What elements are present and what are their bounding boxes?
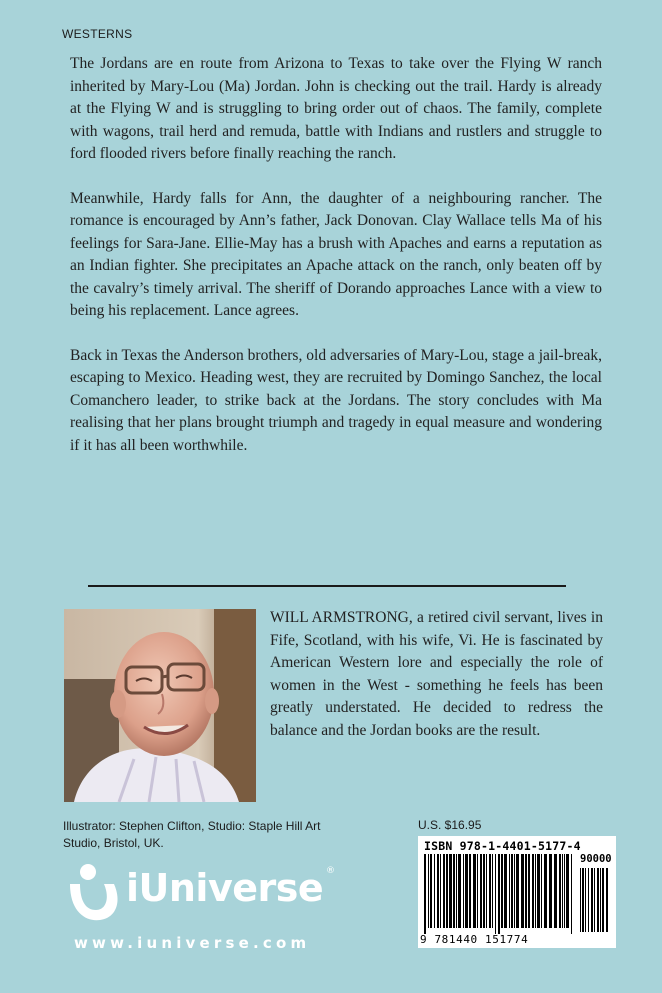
barcode-bar <box>514 854 515 928</box>
divider <box>88 585 566 587</box>
addon-bar <box>591 868 593 932</box>
barcode-bar <box>566 854 569 928</box>
barcode-bar <box>483 854 485 928</box>
blurb-paragraph-1: The Jordans are en route from Arizona to Texas to take over the Flying W ranch inherited by Mary-Lou (Ma) Jordan. John is checking out the trail. Hardy is already at the Flying W and is struggling to bring order out of chaos. The family, complete with wagons, trail herd and remuda, battle with Indians and rustlers and struggle to ford flooded rivers before finally reaching the ranch. <box>70 55 602 162</box>
addon-bar <box>594 868 595 932</box>
barcode-bar <box>535 854 536 928</box>
addon-bar <box>588 868 589 932</box>
barcode-bar <box>453 854 455 928</box>
barcode-bar <box>469 854 471 928</box>
barcode-bar <box>428 854 429 928</box>
barcode-bar <box>458 854 461 928</box>
barcode-addon-digits: 90000 <box>580 853 612 865</box>
barcode-bar <box>521 854 524 928</box>
addon-bar <box>582 868 584 932</box>
barcode-bar <box>480 854 482 928</box>
barcode-bar <box>498 854 500 934</box>
barcode-bar <box>559 854 561 928</box>
addon-bar <box>580 868 581 932</box>
barcode-bar <box>549 854 552 928</box>
barcode-bar <box>504 854 507 928</box>
barcode-bars <box>422 854 612 934</box>
barcode-bar <box>537 854 540 928</box>
publisher-logo <box>64 862 354 932</box>
barcode-bar <box>501 854 503 928</box>
barcode-bar <box>564 854 565 928</box>
barcode-bar <box>440 854 441 928</box>
price-label: U.S. $16.95 <box>418 818 482 832</box>
publisher-website: www.iuniverse.com <box>74 934 311 952</box>
barcode-bar <box>511 854 513 928</box>
barcode-bar <box>516 854 519 928</box>
barcode-bar <box>446 854 448 928</box>
barcode-bar <box>463 854 464 928</box>
barcode-bar <box>489 854 491 928</box>
barcode-bar <box>437 854 439 928</box>
barcode-bar <box>456 854 457 928</box>
barcode-ean-digits: 9 781440 151774 <box>420 933 529 946</box>
addon-bar <box>600 868 601 932</box>
back-cover-blurb <box>70 53 602 479</box>
addon-bar <box>606 868 608 932</box>
barcode-bar <box>465 854 468 928</box>
barcode-bar <box>562 854 563 928</box>
barcode-bar <box>495 854 496 934</box>
publisher-name: iUniverse <box>126 866 324 910</box>
author-bio: WILL ARMSTRONG, a retired civil servant, lives in Fife, Scotland, with his wife, Vi. He is fascinated by American Western lore and especially the role of women in the West - something he feels has been greatly understated. He decided to redress the balance and the Jordan books are the result. <box>270 609 603 739</box>
isbn-text: ISBN 978-1-4401-5177-4 <box>424 839 581 853</box>
barcode-bar <box>544 854 547 928</box>
barcode-bar <box>424 854 426 934</box>
barcode-bar <box>554 854 557 928</box>
barcode-bar <box>486 854 487 928</box>
barcode-bar <box>541 854 542 928</box>
addon-bar <box>585 868 586 932</box>
barcode-bar <box>492 854 493 928</box>
barcode-bar <box>571 854 572 934</box>
addon-bar <box>597 868 599 932</box>
barcode-bar <box>449 854 452 928</box>
barcode-bar <box>477 854 478 928</box>
barcode-bar <box>443 854 445 928</box>
barcode-bar <box>430 854 432 928</box>
barcode-bar <box>528 854 530 928</box>
genre-label: WESTERNS <box>62 27 133 41</box>
barcode-bar <box>434 854 435 928</box>
barcode-bar <box>532 854 534 928</box>
illustrator-credit: Illustrator: Stephen Clifton, Studio: Staple Hill Art Studio, Bristol, UK. <box>63 819 321 850</box>
blurb-paragraph-3: Back in Texas the Anderson brothers, old adversaries of Mary-Lou, stage a jail-break, escaping to Mexico. Heading west, they are recruited by Domingo Sanchez, the local Comanchero leader, to strike back at the Jordans. The story concludes with Ma realising that her plans brought triumph and tragedy in equal measure and wondering if it has all been worthwhile. <box>70 346 602 454</box>
registered-mark: ® <box>326 866 335 876</box>
barcode-bar <box>509 854 510 928</box>
author-photo <box>64 609 256 802</box>
blurb-paragraph-2: Meanwhile, Hardy falls for Ann, the daughter of a neighbouring rancher. The romance is encouraged by Ann’s father, Jack Donovan. Clay Wallace tells Ma of his feelings for Sara-Jane. Ellie-May has a brush with Apaches and earns a reputation as an Indian fighter. She precipitates an Apache attack on the ranch, only beaten off by the cavalry’s timely arrival. The sheriff of Dorando approaches Lance with a view to being his replacement. Lance agrees. <box>70 189 602 319</box>
barcode-bar <box>525 854 527 928</box>
iuniverse-swirl-icon <box>64 862 124 924</box>
barcode-bar <box>473 854 476 928</box>
isbn-barcode <box>418 836 616 948</box>
author-portrait-illustration <box>64 609 256 802</box>
addon-bar <box>602 868 604 932</box>
